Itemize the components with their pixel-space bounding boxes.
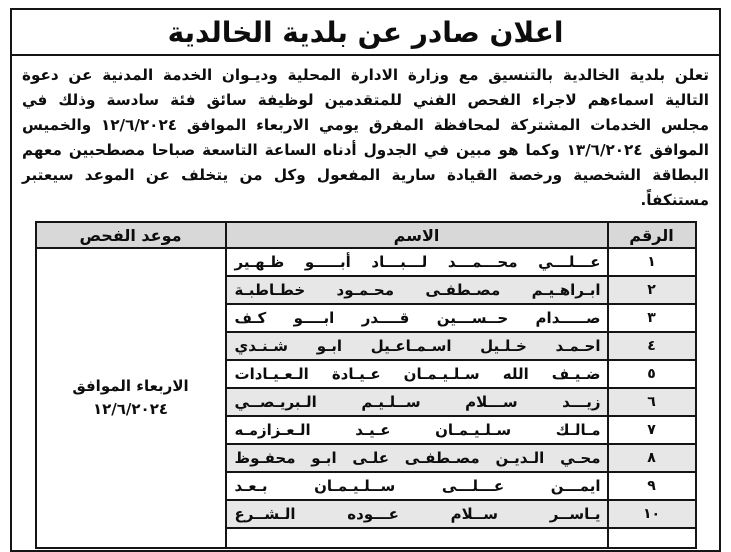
row-number: ٧ [608, 416, 696, 444]
row-name: زيـــد ســـلام ســلـيـم الـبريـصــي [226, 388, 608, 416]
row-name: يـاســر ســلام عـــوده الـشــرع [226, 500, 608, 528]
column-header-name: الاسم [226, 222, 608, 248]
row-number: ٩ [608, 472, 696, 500]
row-name: احـمـد خـلـيل اسـمـاعـيل ابـو شـنـدي [226, 332, 608, 360]
row-name [226, 528, 608, 548]
table-header-row [36, 222, 696, 248]
document-frame [10, 8, 721, 552]
row-name: ايمـــن عـــلـــى ســلـيـمـان بـعـد [226, 472, 608, 500]
column-header-exam-date: موعد الفحص [36, 222, 226, 248]
row-number: ٥ [608, 360, 696, 388]
row-name: محـي الـديـن مصـطفـى علـى ابـو محفـوظ [226, 444, 608, 472]
row-number: ٣ [608, 304, 696, 332]
row-number: ٦ [608, 388, 696, 416]
row-name: مـالـك سـلـيـمـان عـيـد الـعـزازمـه [226, 416, 608, 444]
row-name: ابـراهـيـم مصـطفـى محـمـود خطـاطبـة [226, 276, 608, 304]
row-number: ٨ [608, 444, 696, 472]
row-name: عـــلـــي محـــمـــد لـــبـــاد أبـــــو ظـهـير [226, 248, 608, 276]
row-name: صـــــدام حــســـين قــــدر ابــــو كـف [226, 304, 608, 332]
exam-date-day: الاربعاء الموافق [72, 377, 189, 395]
row-number: ١ [608, 248, 696, 276]
title-bar [12, 10, 719, 56]
announcement-body-text: تعلن بلدية الخالدية بالتنسيق مع وزارة الادارة المحلية وديـوان الخدمة المدنية عن دعوة التالية اسماءهم لاجراء الفحص الفني للمتقدمين لوظيفة سائق فئة سادسة وذلك في مجلس الخدمات المشتركة لمحافظة المفرق يومي الاربعاء الموافق ١٢/٦/٢٠٢٤ والخميس الموافق ١٣/٦/٢٠٢٤ وكما هو مبين في الجدول أدناه الساعة التاسعة صباحا مصطحبين معهم البطاقة الشخصية ورخصة القيادة سارية المفعول وكل من يتخلف عن الموعد سيعتبر مستنكفاً. [22, 66, 709, 209]
row-name: ضـيـف الله سـلـيـمـان عـيـادة الـعـيـادات [226, 360, 608, 388]
column-header-number: الرقم [608, 222, 696, 248]
page-title: اعلان صادر عن بلدية الخالدية [167, 15, 564, 49]
row-number [608, 528, 696, 548]
exam-date-date: ١٢/٦/٢٠٢٤ [92, 400, 169, 418]
row-number: ٢ [608, 276, 696, 304]
exam-roster-table [35, 221, 697, 549]
row-number: ١٠ [608, 500, 696, 528]
row-number: ٤ [608, 332, 696, 360]
exam-date-cell [36, 248, 226, 548]
table-row [36, 248, 696, 276]
